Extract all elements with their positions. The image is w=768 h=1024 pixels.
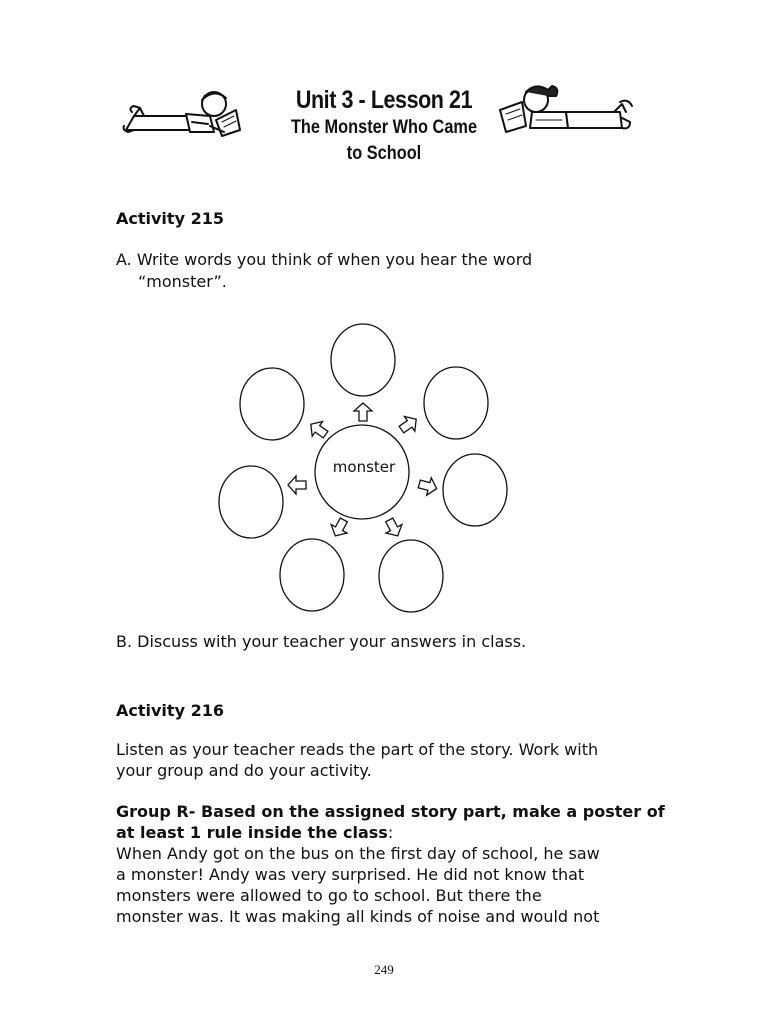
answer-bubble-top[interactable] <box>331 324 395 396</box>
page-number: 249 <box>374 962 394 977</box>
activity-215-item-b: B. Discuss with your teacher your answers in class. <box>116 632 527 651</box>
group-r-instruction-line1: Group R- Based on the assigned story part, make a poster of <box>116 802 665 821</box>
arrow-upper-right-icon <box>396 412 421 437</box>
activity-216-intro-line1: Listen as your teacher reads the part of the story. Work with <box>116 740 599 759</box>
arrow-upper-left-icon <box>306 417 331 442</box>
arrow-up-icon <box>354 403 372 421</box>
arrow-right-icon <box>417 475 439 497</box>
activity-215-item-a-line1: A. Write words you think of when you hear the word <box>116 250 533 269</box>
answer-bubble-upper-left[interactable] <box>240 368 304 440</box>
activity-216-intro-line2: your group and do your activity. <box>116 761 372 780</box>
arrow-left-icon <box>288 476 306 494</box>
story-line-4: monster was. It was making all kinds of noise and would not <box>116 907 600 926</box>
group-r-colon: : <box>387 823 394 842</box>
story-line-1: When Andy got on the bus on the first day of school, he saw <box>116 844 600 863</box>
lesson-title-line1: The Monster Who Came <box>290 117 478 138</box>
activity-216-heading: Activity 216 <box>116 701 224 720</box>
answer-bubble-left[interactable] <box>219 466 283 538</box>
lesson-title-line2: to School <box>346 143 422 164</box>
answer-bubble-right[interactable] <box>443 454 507 526</box>
story-line-3: monsters were allowed to go to school. But there the <box>116 886 542 905</box>
activity-215-item-a-line2: “monster”. <box>138 272 227 291</box>
activity-215-heading: Activity 215 <box>116 209 224 228</box>
group-r-instruction-line2 <box>116 822 393 843</box>
answer-bubble-lower-right[interactable] <box>379 540 443 612</box>
group-r-instruction-text: at least 1 rule inside the class <box>116 823 388 842</box>
answer-bubble-upper-right[interactable] <box>424 367 488 439</box>
center-word: monster <box>332 458 396 476</box>
unit-title: Unit 3 - Lesson 21 <box>295 86 473 114</box>
arrow-lower-left-icon <box>327 516 351 540</box>
arrow-lower-right-icon <box>381 516 405 540</box>
answer-bubble-lower-left[interactable] <box>280 539 344 611</box>
story-line-2: a monster! Andy was very surprised. He did not know that <box>116 865 585 884</box>
